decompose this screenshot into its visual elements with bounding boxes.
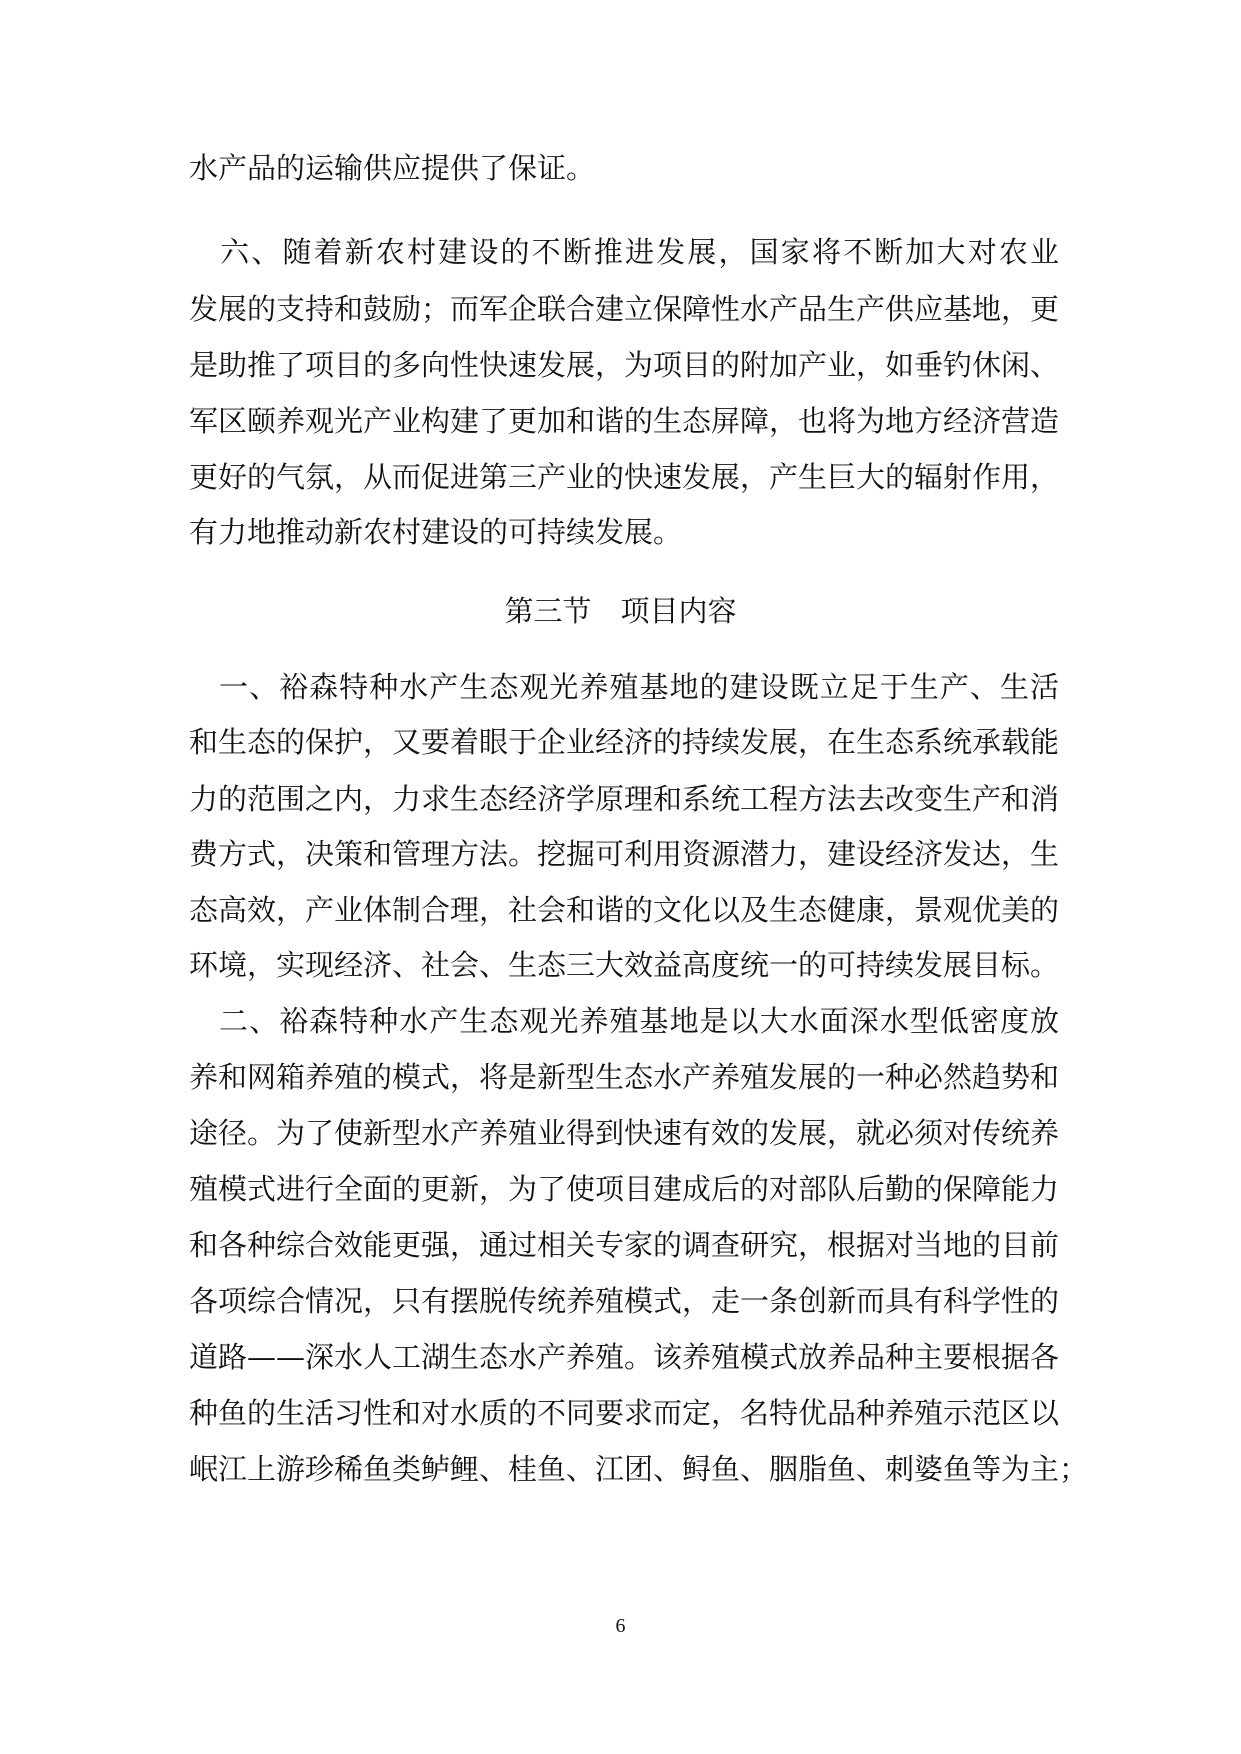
paragraph-line: 途径。为了使新型水产养殖业得到快速有效的发展，就必须对传统养: [189, 1116, 1060, 1150]
paragraph-line: 环境，实现经济、社会、生态三大效益高度统一的可持续发展目标。: [189, 948, 1060, 982]
paragraph-line: 道路——深水人工湖生态水产养殖。该养殖模式放养品种主要根据各: [189, 1340, 1060, 1374]
paragraph-line: 种鱼的生活习性和对水质的不同要求而定，名特优品种养殖示范区以: [189, 1396, 1060, 1430]
paragraph-line: 养和网箱养殖的模式，将是新型生态水产养殖发展的一种必然趋势和: [189, 1060, 1060, 1094]
paragraph-line: 有力地推动新农村建设的可持续发展。: [189, 515, 683, 549]
paragraph-line: 是助推了项目的多向性快速发展，为项目的附加产业，如垂钓休闲、: [189, 348, 1060, 382]
paragraph-line: 岷江上游珍稀鱼类鲈鲤、桂鱼、江团、鲟鱼、胭脂鱼、刺婆鱼等为主；: [189, 1452, 1089, 1486]
paragraph-line: 更好的气氛，从而促进第三产业的快速发展，产生巨大的辐射作用，: [189, 460, 1060, 494]
paragraph-line: 军区颐养观光产业构建了更加和谐的生态屏障，也将为地方经济营造: [189, 404, 1060, 438]
paragraph-line: 态高效，产业体制合理，社会和谐的文化以及生态健康，景观优美的: [189, 893, 1060, 927]
paragraph-line: 一、裕森特种水产生态观光养殖基地的建设既立足于生产、生活: [189, 670, 1059, 704]
paragraph-line: 和各种综合效能更强，通过相关专家的调查研究，根据对当地的目前: [189, 1228, 1060, 1262]
paragraph-line: 和生态的保护，又要着眼于企业经济的持续发展，在生态系统承载能: [189, 725, 1060, 759]
section-heading: 第三节 项目内容: [504, 594, 737, 628]
paragraph-line: 六、随着新农村建设的不断推进发展，国家将不断加大对农业: [189, 235, 1059, 269]
page-number: 6: [615, 1615, 626, 1637]
paragraph-line: 发展的支持和鼓励；而军企联合建立保障性水产品生产供应基地，更: [189, 292, 1060, 326]
paragraph-line: 力的范围之内，力求生态经济学原理和系统工程方法去改变生产和消: [189, 782, 1060, 816]
paragraph-line: 水产品的运输供应提供了保证。: [189, 151, 596, 185]
paragraph-line: 二、裕森特种水产生态观光养殖基地是以大水面深水型低密度放: [189, 1004, 1059, 1038]
paragraph-line: 殖模式进行全面的更新，为了使项目建成后的对部队后勤的保障能力: [189, 1172, 1060, 1206]
paragraph-line: 各项综合情况，只有摆脱传统养殖模式，走一条创新而具有科学性的: [189, 1284, 1060, 1318]
paragraph-line: 费方式，决策和管理方法。挖掘可利用资源潜力，建设经济发达，生: [189, 837, 1060, 871]
